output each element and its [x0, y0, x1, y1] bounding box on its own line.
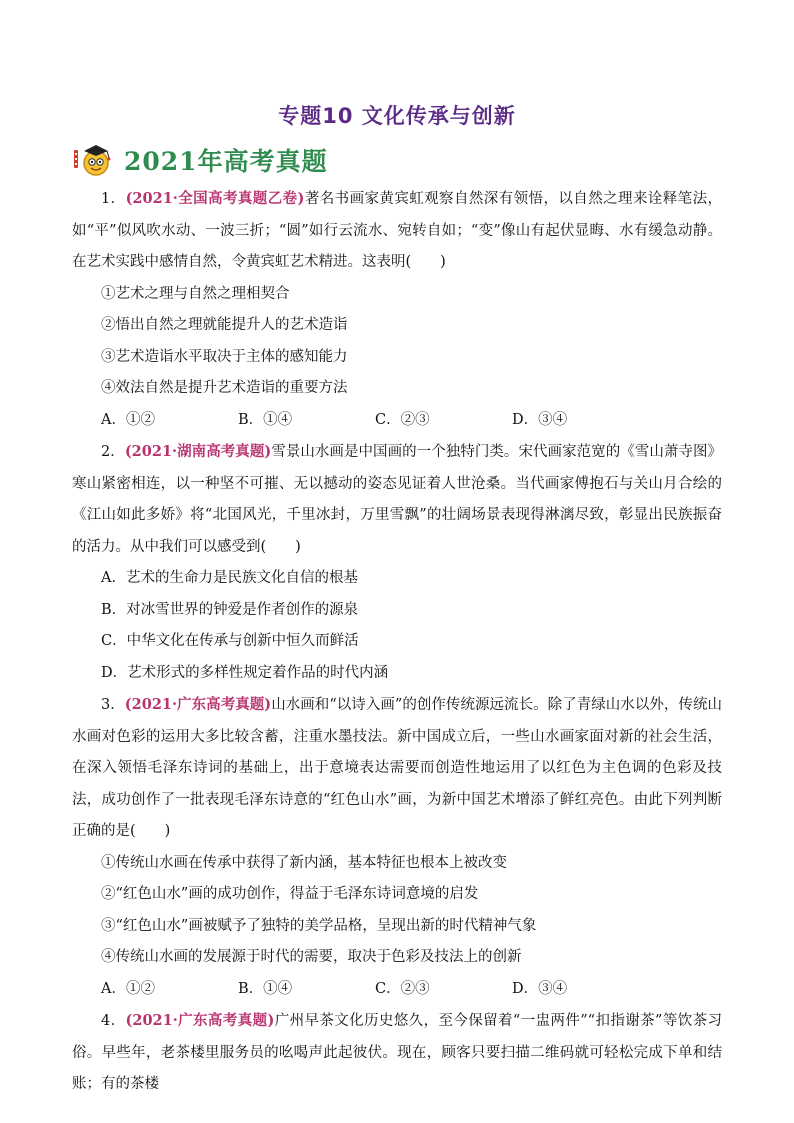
option-item: A．艺术的生命力是民族文化自信的根基 — [101, 570, 358, 586]
choice-b: B．①④ — [238, 980, 293, 997]
question-source: (2021·湖南高考真题) — [124, 443, 272, 460]
question-stem — [72, 1005, 722, 1101]
option-item: ④效法自然是提升艺术造诣的重要方法 — [101, 380, 348, 396]
question-source: (2021·广东高考真题) — [125, 1012, 275, 1029]
option-item: ①传统山水画在传承中获得了新内涵，基本特征也根本上被改变 — [101, 854, 507, 871]
option-item: ③艺术造诣水平取决于主体的感知能力 — [101, 348, 348, 365]
answer-choices — [72, 974, 722, 1006]
choice-d: D．③④ — [512, 980, 568, 997]
option-item: ②“红色山水”画的成功创作，得益于毛泽东诗词意境的启发 — [101, 886, 479, 902]
choice-c: C．②③ — [375, 980, 430, 997]
question-3 — [72, 689, 722, 1005]
question-text: 雪景山水画是中国画的一个独特门类。宋代画家范宽的《雪山萧寺图》寒山紧密相连，以一种坚不可摧、无以撼动的姿态见证着人世沧桑。当代画家傅抱石与关山月合绘的《江山如此多娇》将“北国风光，千里冰封，万里雪飘”的壮阔场景表现得淋漓尽致，彰显出民族振奋的活力。从中我们可以感受到( ) — [72, 444, 722, 555]
question-number: 3． — [101, 697, 125, 713]
option-item: ④传统山水画的发展源于时代的需要，取决于色彩及技法上的创新 — [101, 949, 522, 965]
answer-choices — [72, 405, 722, 437]
question-number: 1． — [101, 191, 126, 207]
choice-a: A．①② — [101, 411, 155, 428]
option-item: ③“红色山水”画被赋予了独特的美学品格，呈现出新的时代精神气象 — [101, 917, 537, 934]
option-item: D．艺术形式的多样性规定着作品的时代内涵 — [101, 664, 389, 681]
question-2 — [72, 436, 722, 689]
question-list — [72, 183, 722, 1101]
section-banner-title: 2021年高考真题 — [124, 147, 328, 176]
page-title: 专题10 文化传承与创新 — [278, 104, 516, 128]
question-1 — [72, 183, 722, 436]
question-stem — [72, 689, 722, 848]
question-text: 广州早茶文化历史悠久，至今保留着“一盅两件”“扣指谢茶”等饮茶习俗。早些年，老茶楼里服务员的吆喝声此起彼伏。现在，顾客只要扫描二维码就可轻松完成下单和结账；有的茶楼 — [72, 1013, 722, 1092]
option-item: B．对冰雪世界的钟爱是作者创作的源泉 — [101, 601, 359, 618]
question-text: 山水画和“以诗入画”的创作传统源远流长。除了青绿山水以外，传统山水画对色彩的运用大多比较含蓄，注重水墨技法。新中国成立后，一些山水画家面对新的社会生活，在深入领悟毛泽东诗词的基础上，出于意境表达需要而创造性地运用了以红色为主色调的色彩及技法，成功创作了一批表现毛泽东诗意的“红色山水”画，为新中国艺术增添了鲜红亮色。由此下列判断正确的是( ) — [72, 697, 722, 839]
question-number: 4． — [101, 1013, 126, 1029]
option-item: ①艺术之理与自然之理相契合 — [101, 285, 290, 302]
choice-d: D．③④ — [512, 411, 568, 428]
section-banner — [72, 140, 328, 180]
question-source: (2021·广东高考真题) — [124, 696, 272, 713]
choice-b: B．①④ — [238, 411, 293, 428]
scholar-mascot-icon — [72, 141, 116, 179]
question-source: (2021·全国高考真题乙卷) — [125, 190, 305, 207]
question-4 — [72, 1005, 722, 1101]
question-number: 2． — [101, 444, 125, 460]
question-stem — [72, 183, 722, 279]
choice-c: C．②③ — [375, 411, 430, 428]
option-item: C．中华文化在传承与创新中恒久而鲜活 — [101, 633, 359, 649]
choice-a: A．①② — [101, 980, 155, 997]
option-item: ②悟出自然之理就能提升人的艺术造诣 — [101, 317, 348, 333]
question-stem — [72, 436, 722, 563]
question-text: 著名书画家黄宾虹观察自然深有领悟，以自然之理来诠释笔法，如“平”似风吹水动、一波三折；“圆”如行云流水、宛转自如；“变”像山有起伏显晦、水有缓急动静。在艺术实践中感情自然，令黄宾虹艺术精进。这表明( ) — [72, 191, 723, 270]
